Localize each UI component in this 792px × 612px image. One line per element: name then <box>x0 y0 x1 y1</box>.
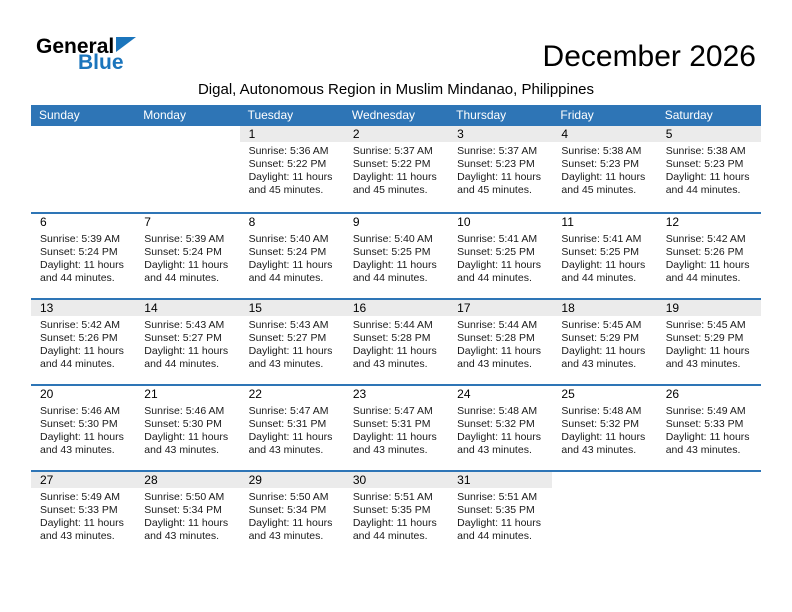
day-cell-empty <box>552 472 656 556</box>
day-detail-line: and 43 minutes. <box>457 444 532 456</box>
date-strip <box>552 386 656 402</box>
day-detail-line: Sunrise: 5:39 AM <box>144 233 225 245</box>
day-detail-line: and 44 minutes. <box>665 184 741 196</box>
day-detail-line: and 43 minutes. <box>144 530 219 542</box>
day-detail-line: Daylight: 11 hours <box>352 259 437 271</box>
date-number: 4 <box>561 127 569 141</box>
date-strip <box>31 126 135 142</box>
date-number: 5 <box>665 127 673 141</box>
day-details <box>552 316 656 371</box>
date-number: 17 <box>457 301 471 315</box>
date-strip <box>657 472 761 488</box>
weekday-header-wednesday: Wednesday <box>351 108 415 122</box>
day-detail-line: Daylight: 11 hours <box>665 259 750 271</box>
day-detail-line: and 44 minutes. <box>40 358 115 370</box>
weekday-header-thursday: Thursday <box>456 108 507 122</box>
day-cell-22 <box>240 386 344 470</box>
brand-name-blue: Blue <box>78 51 124 74</box>
day-detail-line: and 44 minutes. <box>40 272 115 284</box>
brand-logo <box>36 36 136 73</box>
week-row-2 <box>31 212 761 298</box>
day-detail-line: and 43 minutes. <box>40 530 115 542</box>
day-detail-line: Sunrise: 5:50 AM <box>248 491 329 503</box>
day-detail-line: and 44 minutes. <box>144 272 219 284</box>
day-detail-line: Sunrise: 5:41 AM <box>561 233 642 245</box>
date-strip <box>448 126 552 142</box>
date-strip <box>657 386 761 402</box>
day-details <box>552 402 656 457</box>
date-number: 29 <box>248 473 262 487</box>
day-detail-line: Daylight: 11 hours <box>144 345 229 357</box>
day-detail-line: Sunrise: 5:49 AM <box>40 491 120 503</box>
day-detail-line: Sunrise: 5:44 AM <box>457 319 538 331</box>
day-cell-15 <box>240 300 344 384</box>
day-detail-line: Daylight: 11 hours <box>665 171 750 183</box>
day-details <box>31 488 135 543</box>
day-detail-line: Daylight: 11 hours <box>561 171 646 183</box>
day-detail-line: Sunrise: 5:40 AM <box>248 233 329 245</box>
day-cell-17 <box>448 300 552 384</box>
day-cell-27 <box>31 472 135 556</box>
date-strip <box>552 300 656 316</box>
date-strip <box>240 386 344 402</box>
day-cell-12 <box>657 214 761 298</box>
day-detail-line: and 43 minutes. <box>665 444 741 456</box>
day-detail-line: Sunrise: 5:42 AM <box>665 233 746 245</box>
week-row-5 <box>31 470 761 556</box>
day-details <box>344 316 448 371</box>
day-detail-line: and 43 minutes. <box>352 358 428 370</box>
day-detail-line: Sunset: 5:35 PM <box>457 504 535 516</box>
day-detail-line: Sunrise: 5:44 AM <box>352 319 433 331</box>
day-detail-line: and 45 minutes. <box>457 184 532 196</box>
day-cell-8 <box>240 214 344 298</box>
day-detail-line: Sunset: 5:29 PM <box>665 332 744 344</box>
day-detail-line: and 44 minutes. <box>248 272 324 284</box>
day-detail-line: Daylight: 11 hours <box>457 345 541 357</box>
day-details <box>344 230 448 285</box>
day-detail-line: Sunrise: 5:38 AM <box>561 145 642 157</box>
day-cell-26 <box>657 386 761 470</box>
date-strip <box>344 386 448 402</box>
day-detail-line: Sunset: 5:31 PM <box>248 418 327 430</box>
date-number: 27 <box>40 473 54 487</box>
date-number: 13 <box>40 301 54 315</box>
date-number: 9 <box>352 215 360 229</box>
day-detail-line: Daylight: 11 hours <box>248 259 333 271</box>
day-detail-line: Sunset: 5:35 PM <box>352 504 431 516</box>
day-detail-line: Sunset: 5:28 PM <box>457 332 535 344</box>
day-detail-line: Sunrise: 5:37 AM <box>457 145 538 157</box>
day-details <box>240 142 344 197</box>
brand-name-general: General <box>36 35 115 58</box>
day-cell-9 <box>344 214 448 298</box>
day-detail-line: Sunrise: 5:39 AM <box>40 233 120 245</box>
date-strip <box>657 300 761 316</box>
day-detail-line: Sunset: 5:32 PM <box>561 418 640 430</box>
day-details <box>448 488 552 543</box>
weekday-header-monday: Monday <box>143 108 186 122</box>
date-number: 7 <box>144 215 151 229</box>
day-detail-line: Sunrise: 5:41 AM <box>457 233 538 245</box>
day-detail-line: Daylight: 11 hours <box>665 431 750 443</box>
date-strip <box>31 214 135 230</box>
date-strip <box>552 126 656 142</box>
day-detail-line: Daylight: 11 hours <box>457 171 541 183</box>
date-number: 18 <box>561 301 575 315</box>
date-number: 25 <box>561 387 575 401</box>
day-detail-line: Daylight: 11 hours <box>665 345 750 357</box>
day-details <box>657 316 761 371</box>
date-number: 31 <box>457 473 471 487</box>
date-strip <box>552 472 656 488</box>
day-detail-line: Daylight: 11 hours <box>248 171 333 183</box>
day-detail-line: Sunset: 5:25 PM <box>352 246 431 258</box>
day-detail-line: Daylight: 11 hours <box>352 431 437 443</box>
day-detail-line: Sunrise: 5:40 AM <box>352 233 433 245</box>
day-detail-line: and 45 minutes. <box>352 184 428 196</box>
date-strip <box>135 472 239 488</box>
date-strip <box>448 300 552 316</box>
day-detail-line: and 44 minutes. <box>144 358 219 370</box>
day-cell-25 <box>552 386 656 470</box>
day-detail-line: Sunset: 5:31 PM <box>352 418 431 430</box>
day-detail-line: Sunset: 5:24 PM <box>40 246 118 258</box>
day-cell-2 <box>344 126 448 212</box>
day-detail-line: Sunrise: 5:36 AM <box>248 145 329 157</box>
date-number: 28 <box>144 473 158 487</box>
day-detail-line: Sunset: 5:24 PM <box>248 246 327 258</box>
date-strip <box>448 214 552 230</box>
weekday-header-row <box>31 105 761 126</box>
day-cell-21 <box>135 386 239 470</box>
day-cell-7 <box>135 214 239 298</box>
week-row-1 <box>31 126 761 212</box>
day-detail-line: and 45 minutes. <box>248 184 324 196</box>
day-detail-line: Daylight: 11 hours <box>144 517 229 529</box>
day-detail-line: and 43 minutes. <box>248 530 324 542</box>
day-cell-empty <box>31 126 135 212</box>
day-detail-line: Sunset: 5:23 PM <box>561 158 640 170</box>
day-detail-line: Daylight: 11 hours <box>457 517 541 529</box>
date-number: 19 <box>665 301 680 315</box>
date-strip <box>31 300 135 316</box>
date-number: 24 <box>457 387 471 401</box>
day-details <box>31 402 135 457</box>
day-cell-30 <box>344 472 448 556</box>
day-cell-23 <box>344 386 448 470</box>
day-cell-24 <box>448 386 552 470</box>
day-cell-empty <box>135 126 239 212</box>
date-number: 14 <box>144 301 158 315</box>
day-details <box>31 316 135 371</box>
day-detail-line: and 43 minutes. <box>40 444 115 456</box>
date-strip <box>344 300 448 316</box>
day-detail-line: Sunset: 5:26 PM <box>40 332 118 344</box>
day-detail-line: Daylight: 11 hours <box>457 259 541 271</box>
day-detail-line: Daylight: 11 hours <box>457 431 541 443</box>
day-details <box>344 142 448 197</box>
day-details <box>344 488 448 543</box>
day-detail-line: Sunrise: 5:45 AM <box>665 319 746 331</box>
day-details <box>552 142 656 197</box>
day-detail-line: Sunrise: 5:45 AM <box>561 319 642 331</box>
date-strip <box>344 472 448 488</box>
day-cell-3 <box>448 126 552 212</box>
calendar-grid <box>31 105 761 556</box>
date-number: 20 <box>40 387 54 401</box>
day-detail-line: Sunset: 5:24 PM <box>144 246 222 258</box>
date-number: 1 <box>248 127 256 141</box>
day-cell-16 <box>344 300 448 384</box>
date-number: 23 <box>352 387 367 401</box>
day-detail-line: Daylight: 11 hours <box>248 345 333 357</box>
date-number: 10 <box>457 215 471 229</box>
day-cell-28 <box>135 472 239 556</box>
day-details <box>657 142 761 197</box>
day-details <box>448 402 552 457</box>
day-cell-4 <box>552 126 656 212</box>
date-strip <box>657 214 761 230</box>
day-detail-line: Sunset: 5:27 PM <box>248 332 327 344</box>
day-detail-line: and 44 minutes. <box>665 272 741 284</box>
day-cell-14 <box>135 300 239 384</box>
day-cell-empty <box>657 472 761 556</box>
day-cell-29 <box>240 472 344 556</box>
day-detail-line: Daylight: 11 hours <box>248 431 333 443</box>
day-detail-line: and 43 minutes. <box>248 444 324 456</box>
day-detail-line: Sunrise: 5:47 AM <box>248 405 329 417</box>
date-strip <box>552 214 656 230</box>
day-details <box>552 230 656 285</box>
date-strip <box>240 214 344 230</box>
day-detail-line: Daylight: 11 hours <box>352 171 437 183</box>
day-details <box>448 142 552 197</box>
date-strip <box>344 214 448 230</box>
date-number: 6 <box>40 215 47 229</box>
date-strip <box>240 472 344 488</box>
day-detail-line: and 44 minutes. <box>457 530 532 542</box>
day-detail-line: Sunrise: 5:46 AM <box>40 405 120 417</box>
day-detail-line: Sunset: 5:29 PM <box>561 332 640 344</box>
date-number: 22 <box>248 387 262 401</box>
day-detail-line: and 44 minutes. <box>352 530 428 542</box>
day-detail-line: Daylight: 11 hours <box>561 431 646 443</box>
day-cell-20 <box>31 386 135 470</box>
day-detail-line: Sunrise: 5:42 AM <box>40 319 120 331</box>
date-number: 26 <box>665 387 680 401</box>
date-strip <box>240 300 344 316</box>
week-row-3 <box>31 298 761 384</box>
day-detail-line: Sunset: 5:34 PM <box>144 504 222 516</box>
date-strip <box>448 472 552 488</box>
day-cell-13 <box>31 300 135 384</box>
day-detail-line: and 44 minutes. <box>352 272 428 284</box>
day-detail-line: Daylight: 11 hours <box>561 345 646 357</box>
day-cell-11 <box>552 214 656 298</box>
day-detail-line: Daylight: 11 hours <box>40 259 124 271</box>
day-details <box>31 230 135 285</box>
day-details <box>240 316 344 371</box>
day-detail-line: Daylight: 11 hours <box>40 517 124 529</box>
date-number: 16 <box>352 301 367 315</box>
day-detail-line: Sunset: 5:28 PM <box>352 332 431 344</box>
day-detail-line: Sunset: 5:30 PM <box>40 418 118 430</box>
day-details <box>240 402 344 457</box>
calendar-weeks <box>31 126 761 556</box>
date-strip <box>135 214 239 230</box>
day-detail-line: Daylight: 11 hours <box>144 431 229 443</box>
date-strip <box>135 386 239 402</box>
date-number: 21 <box>144 387 158 401</box>
date-strip <box>344 126 448 142</box>
day-detail-line: Sunset: 5:32 PM <box>457 418 535 430</box>
day-details <box>135 230 239 285</box>
day-detail-line: Sunset: 5:34 PM <box>248 504 327 516</box>
date-strip <box>240 126 344 142</box>
day-detail-line: Sunrise: 5:48 AM <box>457 405 538 417</box>
day-detail-line: and 43 minutes. <box>352 444 428 456</box>
day-detail-line: Sunrise: 5:46 AM <box>144 405 225 417</box>
day-detail-line: Sunrise: 5:43 AM <box>144 319 225 331</box>
day-detail-line: Sunrise: 5:49 AM <box>665 405 746 417</box>
date-strip <box>448 386 552 402</box>
day-detail-line: and 43 minutes. <box>248 358 324 370</box>
day-detail-line: Sunrise: 5:43 AM <box>248 319 329 331</box>
day-detail-line: and 43 minutes. <box>665 358 741 370</box>
date-strip <box>135 126 239 142</box>
day-detail-line: Daylight: 11 hours <box>561 259 646 271</box>
day-cell-19 <box>657 300 761 384</box>
date-strip <box>31 386 135 402</box>
brand-triangle-icon <box>116 37 136 52</box>
day-details <box>448 230 552 285</box>
day-detail-line: Daylight: 11 hours <box>144 259 229 271</box>
day-cell-18 <box>552 300 656 384</box>
date-number: 15 <box>248 301 262 315</box>
day-cell-1 <box>240 126 344 212</box>
day-detail-line: and 43 minutes. <box>457 358 532 370</box>
day-details <box>135 402 239 457</box>
day-detail-line: and 43 minutes. <box>561 444 637 456</box>
page-title: December 2026 <box>542 40 756 73</box>
day-detail-line: Sunset: 5:22 PM <box>248 158 327 170</box>
day-details <box>240 488 344 543</box>
day-cell-5 <box>657 126 761 212</box>
day-detail-line: Sunrise: 5:50 AM <box>144 491 225 503</box>
weekday-header-tuesday: Tuesday <box>247 108 294 122</box>
date-number: 12 <box>665 215 680 229</box>
day-detail-line: Sunset: 5:26 PM <box>665 246 744 258</box>
day-detail-line: Daylight: 11 hours <box>248 517 333 529</box>
day-detail-line: Sunset: 5:23 PM <box>457 158 535 170</box>
day-detail-line: Daylight: 11 hours <box>352 345 437 357</box>
date-number: 8 <box>248 215 256 229</box>
day-cell-6 <box>31 214 135 298</box>
day-detail-line: Sunset: 5:25 PM <box>561 246 640 258</box>
day-detail-line: Sunrise: 5:51 AM <box>352 491 433 503</box>
day-detail-line: Daylight: 11 hours <box>40 345 124 357</box>
weekday-header-saturday: Saturday <box>664 108 713 122</box>
weekday-header-sunday: Sunday <box>39 108 80 122</box>
day-detail-line: Sunrise: 5:51 AM <box>457 491 538 503</box>
date-number: 30 <box>352 473 367 487</box>
day-detail-line: Sunset: 5:27 PM <box>144 332 222 344</box>
day-details <box>135 316 239 371</box>
day-detail-line: and 43 minutes. <box>144 444 219 456</box>
location-subtitle: Digal, Autonomous Region in Muslim Mindanao, Philippines <box>197 81 595 98</box>
weekday-header-friday: Friday <box>560 108 594 122</box>
day-detail-line: Sunrise: 5:48 AM <box>561 405 642 417</box>
day-cell-10 <box>448 214 552 298</box>
day-detail-line: Sunset: 5:22 PM <box>352 158 431 170</box>
day-detail-line: and 44 minutes. <box>561 272 637 284</box>
day-detail-line: Sunset: 5:25 PM <box>457 246 535 258</box>
day-detail-line: Sunset: 5:23 PM <box>665 158 744 170</box>
day-detail-line: and 43 minutes. <box>561 358 637 370</box>
day-detail-line: and 45 minutes. <box>561 184 637 196</box>
week-row-4 <box>31 384 761 470</box>
day-detail-line: Sunset: 5:33 PM <box>40 504 118 516</box>
day-cell-31 <box>448 472 552 556</box>
day-detail-line: Daylight: 11 hours <box>40 431 124 443</box>
date-number: 11 <box>561 215 574 229</box>
date-strip <box>31 472 135 488</box>
date-strip <box>657 126 761 142</box>
day-detail-line: Sunset: 5:33 PM <box>665 418 744 430</box>
date-number: 2 <box>352 127 360 141</box>
day-detail-line: Sunset: 5:30 PM <box>144 418 222 430</box>
day-detail-line: and 44 minutes. <box>457 272 532 284</box>
date-strip <box>135 300 239 316</box>
date-number: 3 <box>457 127 464 141</box>
day-details <box>344 402 448 457</box>
day-details <box>240 230 344 285</box>
day-detail-line: Sunrise: 5:37 AM <box>352 145 433 157</box>
day-detail-line: Sunrise: 5:47 AM <box>352 405 433 417</box>
day-details <box>657 402 761 457</box>
day-detail-line: Daylight: 11 hours <box>352 517 437 529</box>
day-details <box>135 488 239 543</box>
day-details <box>448 316 552 371</box>
day-details <box>657 230 761 285</box>
day-detail-line: Sunrise: 5:38 AM <box>665 145 746 157</box>
